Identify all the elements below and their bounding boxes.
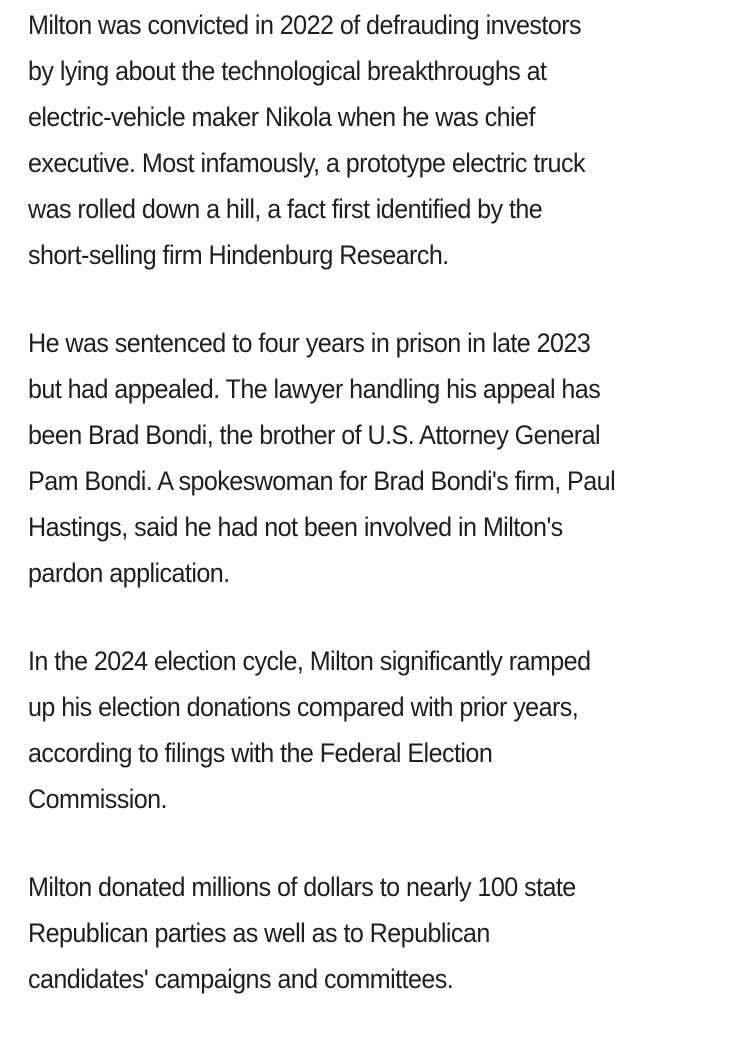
text-line: been Brad Bondi, the brother of U.S. Attorney General bbox=[28, 420, 601, 450]
text-line: He was sentenced to four years in prison in late 2023 bbox=[28, 328, 591, 358]
text-line: Milton donated millions of dollars to nearly 100 state bbox=[28, 872, 576, 902]
paragraph-election-cycle bbox=[28, 638, 718, 822]
text-line: Pam Bondi. A spokeswoman for Brad Bondi's firm, Paul bbox=[28, 466, 616, 496]
text-line: up his election donations compared with prior years, bbox=[28, 692, 579, 722]
text-line: was rolled down a hill, a fact first identified by the bbox=[28, 194, 543, 224]
text-line: electric-vehicle maker Nikola when he was chief bbox=[28, 102, 535, 132]
paragraph-conviction bbox=[28, 2, 718, 278]
text-line: by lying about the technological breakthroughs at bbox=[28, 56, 547, 86]
text-line: Republican parties as well as to Republican bbox=[28, 918, 490, 948]
text-line: In the 2024 election cycle, Milton significantly ramped bbox=[28, 646, 591, 676]
text-line: according to filings with the Federal Election bbox=[28, 738, 493, 768]
paragraph-donations bbox=[28, 864, 718, 1002]
text-line: candidates' campaigns and committees. bbox=[28, 964, 454, 994]
article-body bbox=[28, 2, 718, 1044]
text-line: Commission. bbox=[28, 784, 167, 814]
text-line: but had appealed. The lawyer handling his appeal has bbox=[28, 374, 601, 404]
text-line: Hastings, said he had not been involved in Milton's bbox=[28, 512, 563, 542]
text-line: executive. Most infamously, a prototype electric truck bbox=[28, 148, 585, 178]
text-line: Milton was convicted in 2022 of defrauding investors bbox=[28, 10, 582, 40]
paragraph-sentence-appeal bbox=[28, 320, 718, 596]
text-line: pardon application. bbox=[28, 558, 230, 588]
text-line: short-selling firm Hindenburg Research. bbox=[28, 240, 449, 270]
